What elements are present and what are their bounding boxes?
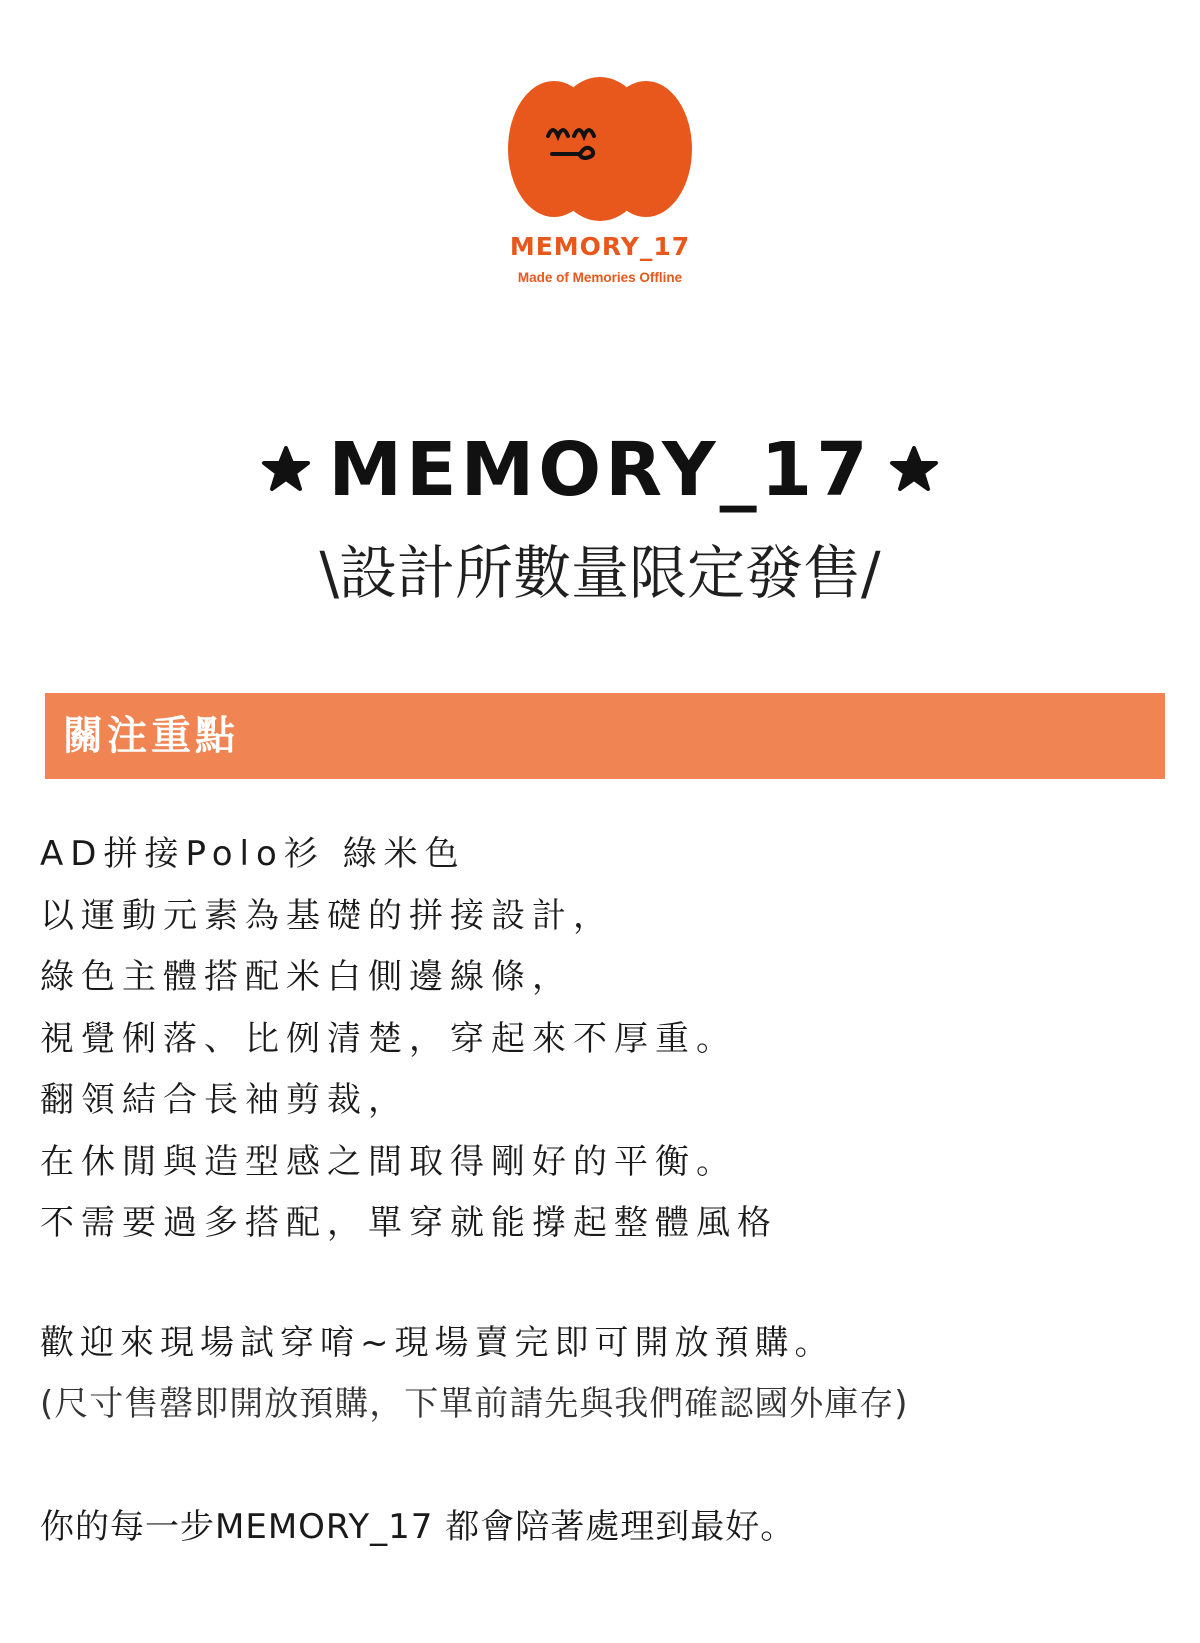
- brand-title: [0, 425, 1200, 515]
- section-heading: 關注重點: [63, 713, 239, 759]
- welcome-text: 歡迎來現場試穿唷~現場賣完即可開放預購。: [40, 1323, 835, 1363]
- logo-wordmark: MEMORY_17: [509, 232, 691, 261]
- description-line: 翻領結合長袖剪裁，: [40, 1080, 409, 1120]
- description-line: 綠色主體搭配米白側邊線條，: [40, 957, 573, 997]
- logo-tagline: Made of Memories Offline: [517, 270, 683, 285]
- store-notice: [40, 1313, 1160, 1435]
- star-icon: [260, 444, 312, 496]
- product-name: AD拼接Polo衫 綠米色: [40, 834, 466, 874]
- brand-logo: [500, 70, 700, 300]
- brand-title-text: MEMORY_17: [328, 427, 872, 513]
- description-line: 不需要過多搭配，單穿就能撐起整體風格: [40, 1203, 778, 1243]
- description-line: 在休閒與造型感之間取得剛好的平衡。: [40, 1141, 737, 1182]
- section-banner: [45, 693, 1165, 779]
- star-icon: [888, 444, 940, 496]
- limited-release-subtitle: \設計所數量限定發售/: [319, 539, 881, 607]
- closing-text: 你的每一步MEMORY_17 都會陪著處理到最好。: [40, 1507, 796, 1547]
- product-description: [40, 824, 1160, 1255]
- description-line: 以運動元素為基礎的拼接設計，: [40, 895, 614, 936]
- preorder-note: (尺寸售罄即開放預購，下單前請先與我們確認國外庫存): [40, 1384, 909, 1424]
- description-line: 視覺俐落、比例清楚，穿起來不厚重。: [40, 1018, 737, 1059]
- smiling-blob-logo-icon: [506, 74, 694, 224]
